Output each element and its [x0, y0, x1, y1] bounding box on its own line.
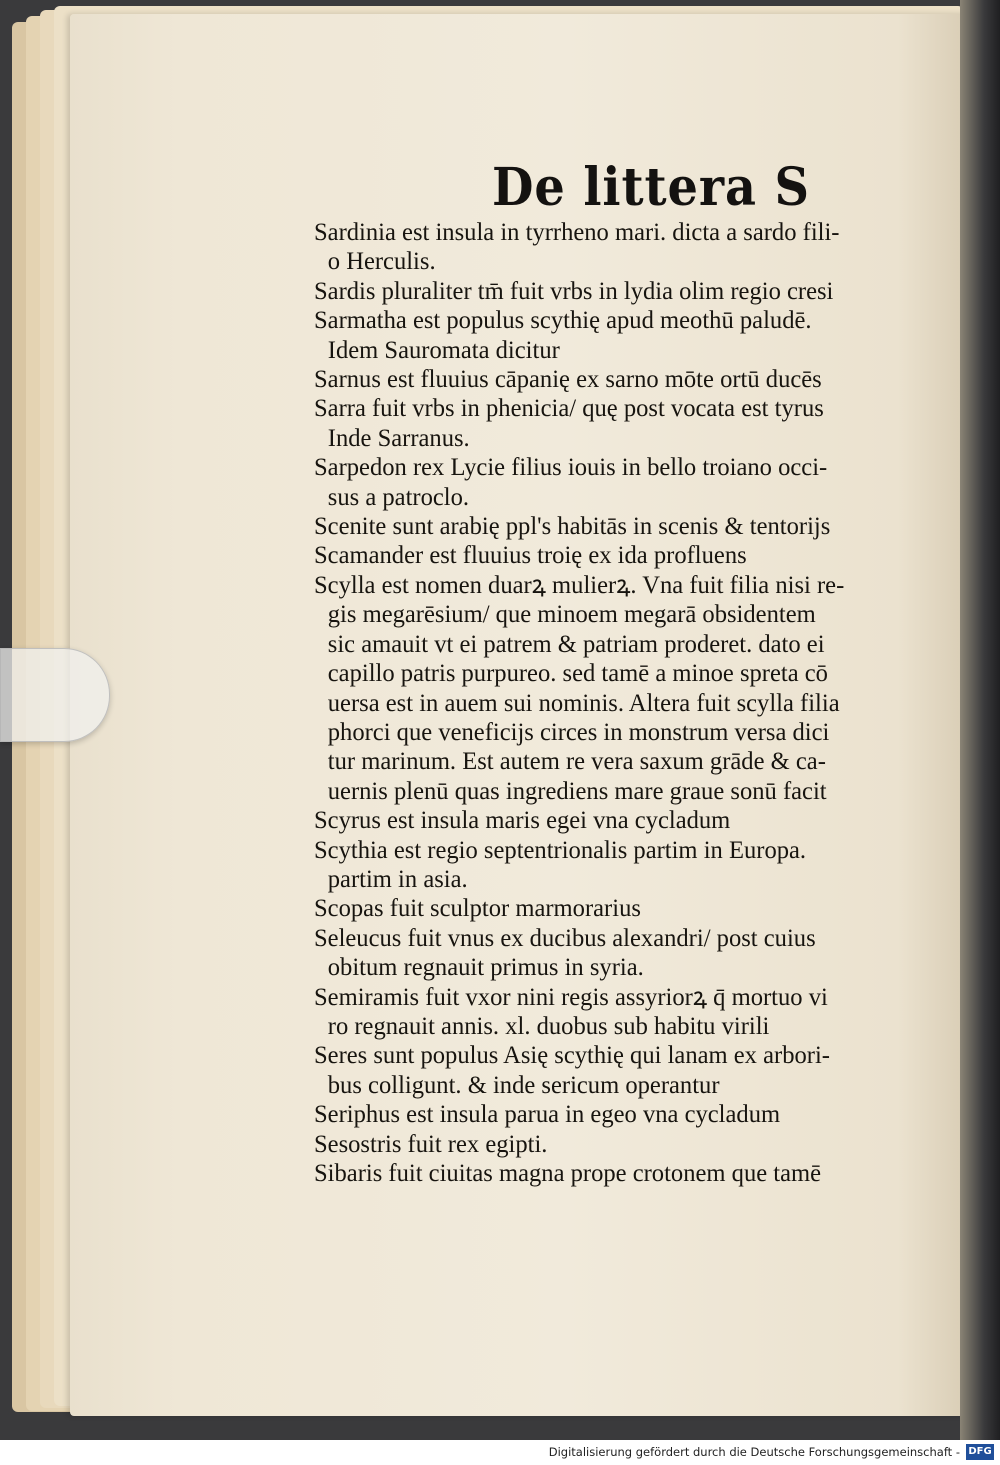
- text-line: Sesostris fuit rex egipti.: [314, 1130, 548, 1158]
- text-line: Sarra fuit vrbs in phenicia/ quę post vocata est tyrus: [314, 395, 824, 423]
- text-line: Scyrus est insula maris egei vna cycladum: [314, 807, 731, 835]
- text-line: tur marinum. Est autem re vera saxum grāde & ca-: [327, 748, 826, 776]
- text-line: Sardis pluraliter tm̄ fuit vrbs in lydia olim regio cresi: [314, 277, 834, 305]
- footer-bar: [0, 1440, 1000, 1465]
- text-line: Sarnus est fluuius cāpanię ex sarno mōte ortū ducēs: [314, 366, 822, 394]
- text-line: Sibaris fuit ciuitas magna prope crotonem que tamē: [314, 1160, 822, 1187]
- text-line: Seres sunt populus Asię scythię qui lanam ex arbori-: [314, 1042, 830, 1070]
- text-line: uersa est in auem sui nominis. Altera fuit scylla filia: [327, 689, 840, 717]
- text-line: sic amauit vt ei patrem & patriam proderet. dato ei: [327, 630, 825, 658]
- text-line: Scenite sunt arabię ppl's habitās in scenis & tentorijs: [314, 513, 831, 541]
- text-line: uernis plenū quas ingrediens mare graue sonū facit: [327, 777, 827, 805]
- text-line: Scylla est nomen duarꝝ mulierꝝ. Vna fuit filia nisi re-: [314, 571, 845, 599]
- text-line: Seriphus est insula parua in egeo vna cycladum: [314, 1101, 781, 1129]
- page-clip: [0, 648, 110, 742]
- dfg-logo-icon: DFG: [966, 1444, 994, 1460]
- text-line: Sarpedon rex Lycie filius iouis in bello troiano occi-: [314, 454, 828, 482]
- text-line: partim in asia.: [327, 865, 468, 893]
- text-line: Semiramis fuit vxor nini regis assyriorꝝ q̄ mortuo vi: [314, 983, 828, 1011]
- text-line: Scamander est fluuius troię ex ida profluens: [314, 542, 747, 570]
- text-line: Sardinia est insula in tyrrheno mari. dicta a sardo fili-: [314, 219, 840, 246]
- text-line: bus colligunt. & inde sericum operantur: [327, 1071, 720, 1099]
- footer-credit: Digitalisierung gefördert durch die Deutsche Forschungsgemeinschaft -: [548, 1445, 960, 1459]
- text-line: o Herculis.: [327, 248, 436, 276]
- text-line: Idem Sauromata dicitur: [327, 336, 560, 364]
- book-spine: [960, 0, 1000, 1440]
- text-line: Inde Sarranus.: [327, 424, 470, 452]
- text-block: [314, 218, 914, 1188]
- text-line: Scythia est regio septentrionalis partim in Europa.: [314, 836, 807, 864]
- text-line: capillo patris purpureo. sed tamē a minoe spreta cō: [327, 660, 828, 688]
- text-line: Seleucus fuit vnus ex ducibus alexandri/ post cuius: [314, 924, 816, 952]
- text-line: obitum regnauit primus in syria.: [327, 954, 644, 982]
- text-line: sus a patroclo.: [327, 483, 470, 511]
- page-heading: De littera S: [492, 157, 811, 218]
- text-line: Scopas fuit sculptor marmorarius: [314, 895, 641, 923]
- text-line: gis megarēsium/ que minoem megarā obsidentem: [327, 601, 816, 629]
- text-line: phorci que veneficijs circes in monstrum versa dici: [327, 718, 830, 746]
- text-line: Sarmatha est populus scythię apud meothū paludē.: [314, 307, 812, 335]
- text-line: ro regnauit annis. xl. duobus sub habitu virili: [327, 1012, 770, 1040]
